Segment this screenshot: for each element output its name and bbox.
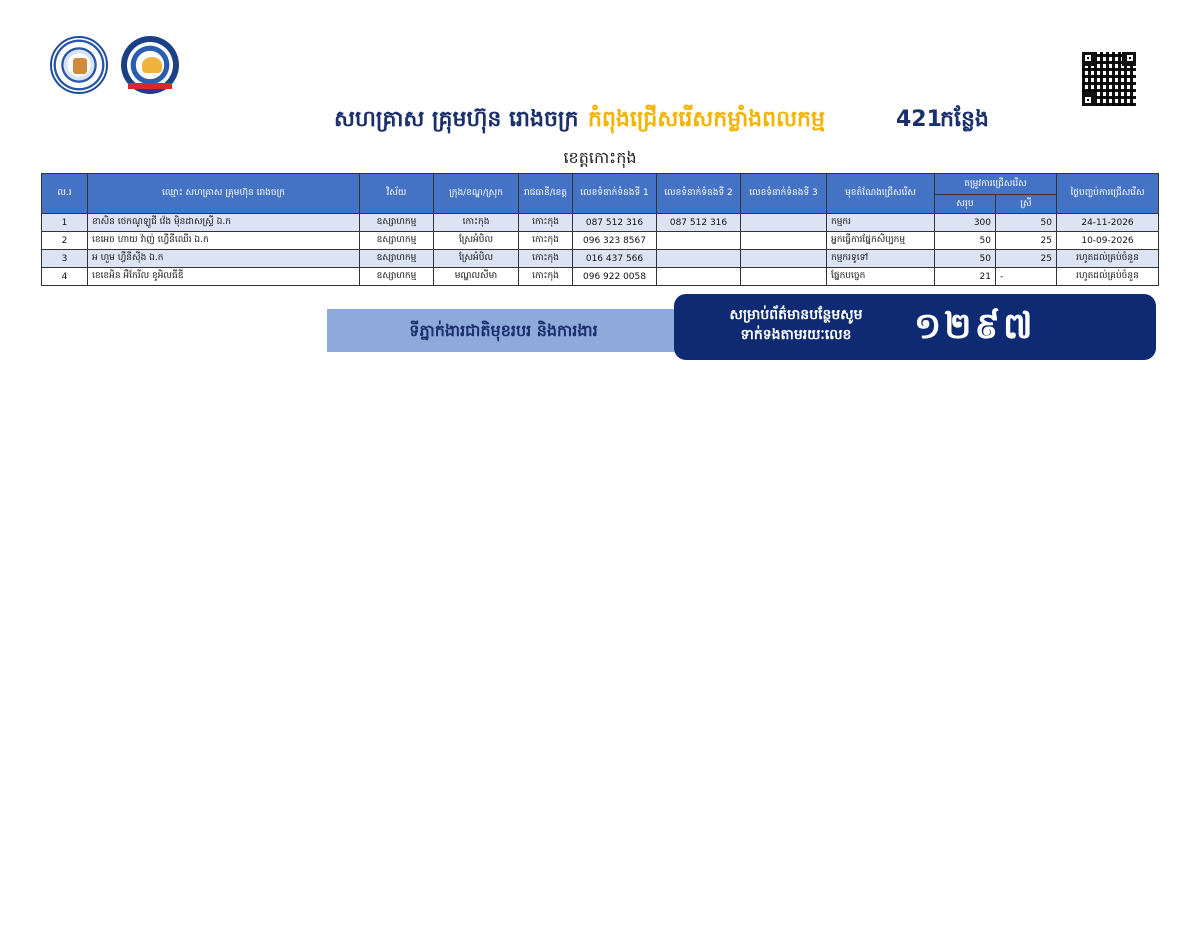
cell-female: -	[996, 268, 1057, 286]
cell-district: ស្រែអំបិល	[434, 232, 519, 250]
cell-district: កោះកុង	[434, 214, 519, 232]
cell-no: 4	[42, 268, 88, 286]
cell-name: ខេអេច ហាយ វ៉ាញ់ ហ្វើនីឈើរ ឯ.ក	[88, 232, 360, 250]
cell-province: កោះកុង	[519, 214, 573, 232]
agency-ribbon-icon	[128, 83, 172, 89]
table-row	[42, 214, 1159, 232]
cell-phone2	[657, 268, 741, 286]
col-header-position: មុខតំណែងជ្រើសរើស	[827, 174, 935, 214]
cell-position: ផ្នែកបច្ចេក	[827, 268, 935, 286]
cell-total: 50	[935, 250, 996, 268]
hotline-caption-line1: សម្រាប់ព័ត៌មានបន្ថែមសូម	[729, 307, 863, 323]
province-heading: ខេត្តកោះកុង	[563, 148, 637, 167]
cell-total: 21	[935, 268, 996, 286]
cell-deadline: រហូតដល់គ្រប់ចំនួន	[1057, 250, 1159, 268]
agency-name: ទីភ្នាក់ងារជាតិមុខរបរ និងការងារ	[409, 321, 598, 340]
qr-finder-icon	[1125, 53, 1135, 63]
col-header-total: សរុប	[935, 195, 996, 214]
cell-no: 1	[42, 214, 88, 232]
cell-phone2	[657, 232, 741, 250]
cell-phone2: 087 512 316	[657, 214, 741, 232]
cell-position: អ្នកធ្វើការផ្នែកសិប្បកម្ម	[827, 232, 935, 250]
cell-total: 300	[935, 214, 996, 232]
agency-logo	[121, 36, 179, 94]
cell-name: ខេខេអិន អឺកែរីល ខូអិលធីឌី	[88, 268, 360, 286]
cell-phone3	[741, 268, 827, 286]
col-header-recruit-group: តម្រូវការជ្រើសរើស	[935, 174, 1057, 195]
cell-phone1: 096 922 0058	[573, 268, 657, 286]
cell-phone3	[741, 232, 827, 250]
title-status: កំពុងជ្រើសរើសកម្លាំងពលកម្ម	[588, 107, 825, 132]
col-header-phone3: លេខទំនាក់ទំនងទី 3	[741, 174, 827, 214]
col-header-no: ល.រ	[42, 174, 88, 214]
cell-district: មណ្ឌលសីមា	[434, 268, 519, 286]
cell-province: កោះកុង	[519, 232, 573, 250]
jobs-table	[41, 173, 1159, 286]
cell-deadline: 10-09-2026	[1057, 232, 1159, 250]
cell-sector: ឧស្សាហកម្ម	[360, 214, 434, 232]
cell-deadline: 24-11-2026	[1057, 214, 1159, 232]
cell-sector: ឧស្សាហកម្ម	[360, 268, 434, 286]
col-header-province: រាជធានី/ខេត្ត	[519, 174, 573, 214]
cell-district: ស្រែអំបិល	[434, 250, 519, 268]
cell-phone1: 096 323 8567	[573, 232, 657, 250]
cell-sector: ឧស្សាហកម្ម	[360, 232, 434, 250]
cell-province: កោះកុង	[519, 268, 573, 286]
hotline-number[interactable]: ១២៩៧	[914, 306, 1036, 347]
col-header-sector: វិស័យ	[360, 174, 434, 214]
qr-finder-icon	[1083, 53, 1093, 63]
title-unit: កន្លែង	[940, 107, 989, 132]
col-header-district: ក្រុង/ខណ្ឌ/ស្រុក	[434, 174, 519, 214]
cell-province: កោះកុង	[519, 250, 573, 268]
cell-no: 2	[42, 232, 88, 250]
hotline-caption-line2: ទាក់ទងតាមរយៈលេខ	[740, 327, 852, 343]
col-header-phone2: លេខទំនាក់ទំនងទី 2	[657, 174, 741, 214]
cell-name: ខាសិន ថេកណូឡូជី វ៉េង ម៉ិនដាសស្រ្ទី ឯ.ក	[88, 214, 360, 232]
title-count: 421	[896, 107, 942, 132]
cell-female: 50	[996, 214, 1057, 232]
agency-banner	[327, 309, 680, 352]
col-header-phone1: លេខទំនាក់ទំនងទី 1	[573, 174, 657, 214]
agency-emblem-icon	[142, 57, 162, 73]
col-header-female: ស្រី	[996, 195, 1057, 214]
cell-female: 25	[996, 232, 1057, 250]
cell-total: 50	[935, 232, 996, 250]
table-row	[42, 268, 1159, 286]
table-row	[42, 232, 1159, 250]
cell-phone3	[741, 250, 827, 268]
page-title	[0, 100, 1200, 140]
qr-code[interactable]	[1082, 52, 1136, 106]
cell-position: កម្មករទូទៅ	[827, 250, 935, 268]
cell-position: កម្មករ	[827, 214, 935, 232]
table-row	[42, 250, 1159, 268]
cell-phone2	[657, 250, 741, 268]
ministry-logo	[50, 36, 108, 94]
ministry-emblem-icon	[73, 58, 87, 74]
cell-no: 3	[42, 250, 88, 268]
cell-deadline: រហូតដល់គ្រប់ចំនួន	[1057, 268, 1159, 286]
cell-name: អ ហួម ហ្វឺនីស៊ីង ឯ.ក	[88, 250, 360, 268]
cell-phone1: 087 512 316	[573, 214, 657, 232]
col-header-name: ឈ្មោះ សហគ្រាស គ្រុមហ៊ុន រោងចក្រ	[88, 174, 360, 214]
hotline-banner	[674, 294, 1156, 360]
cell-phone1: 016 437 566	[573, 250, 657, 268]
cell-female: 25	[996, 250, 1057, 268]
col-header-deadline: ថ្ងៃបញ្ចប់ការជ្រើសរើស	[1057, 174, 1159, 214]
cell-sector: ឧស្សាហកម្ម	[360, 250, 434, 268]
cell-phone3	[741, 214, 827, 232]
title-org: សហគ្រាស គ្រុមហ៊ុន រោងចក្រ	[334, 107, 579, 132]
